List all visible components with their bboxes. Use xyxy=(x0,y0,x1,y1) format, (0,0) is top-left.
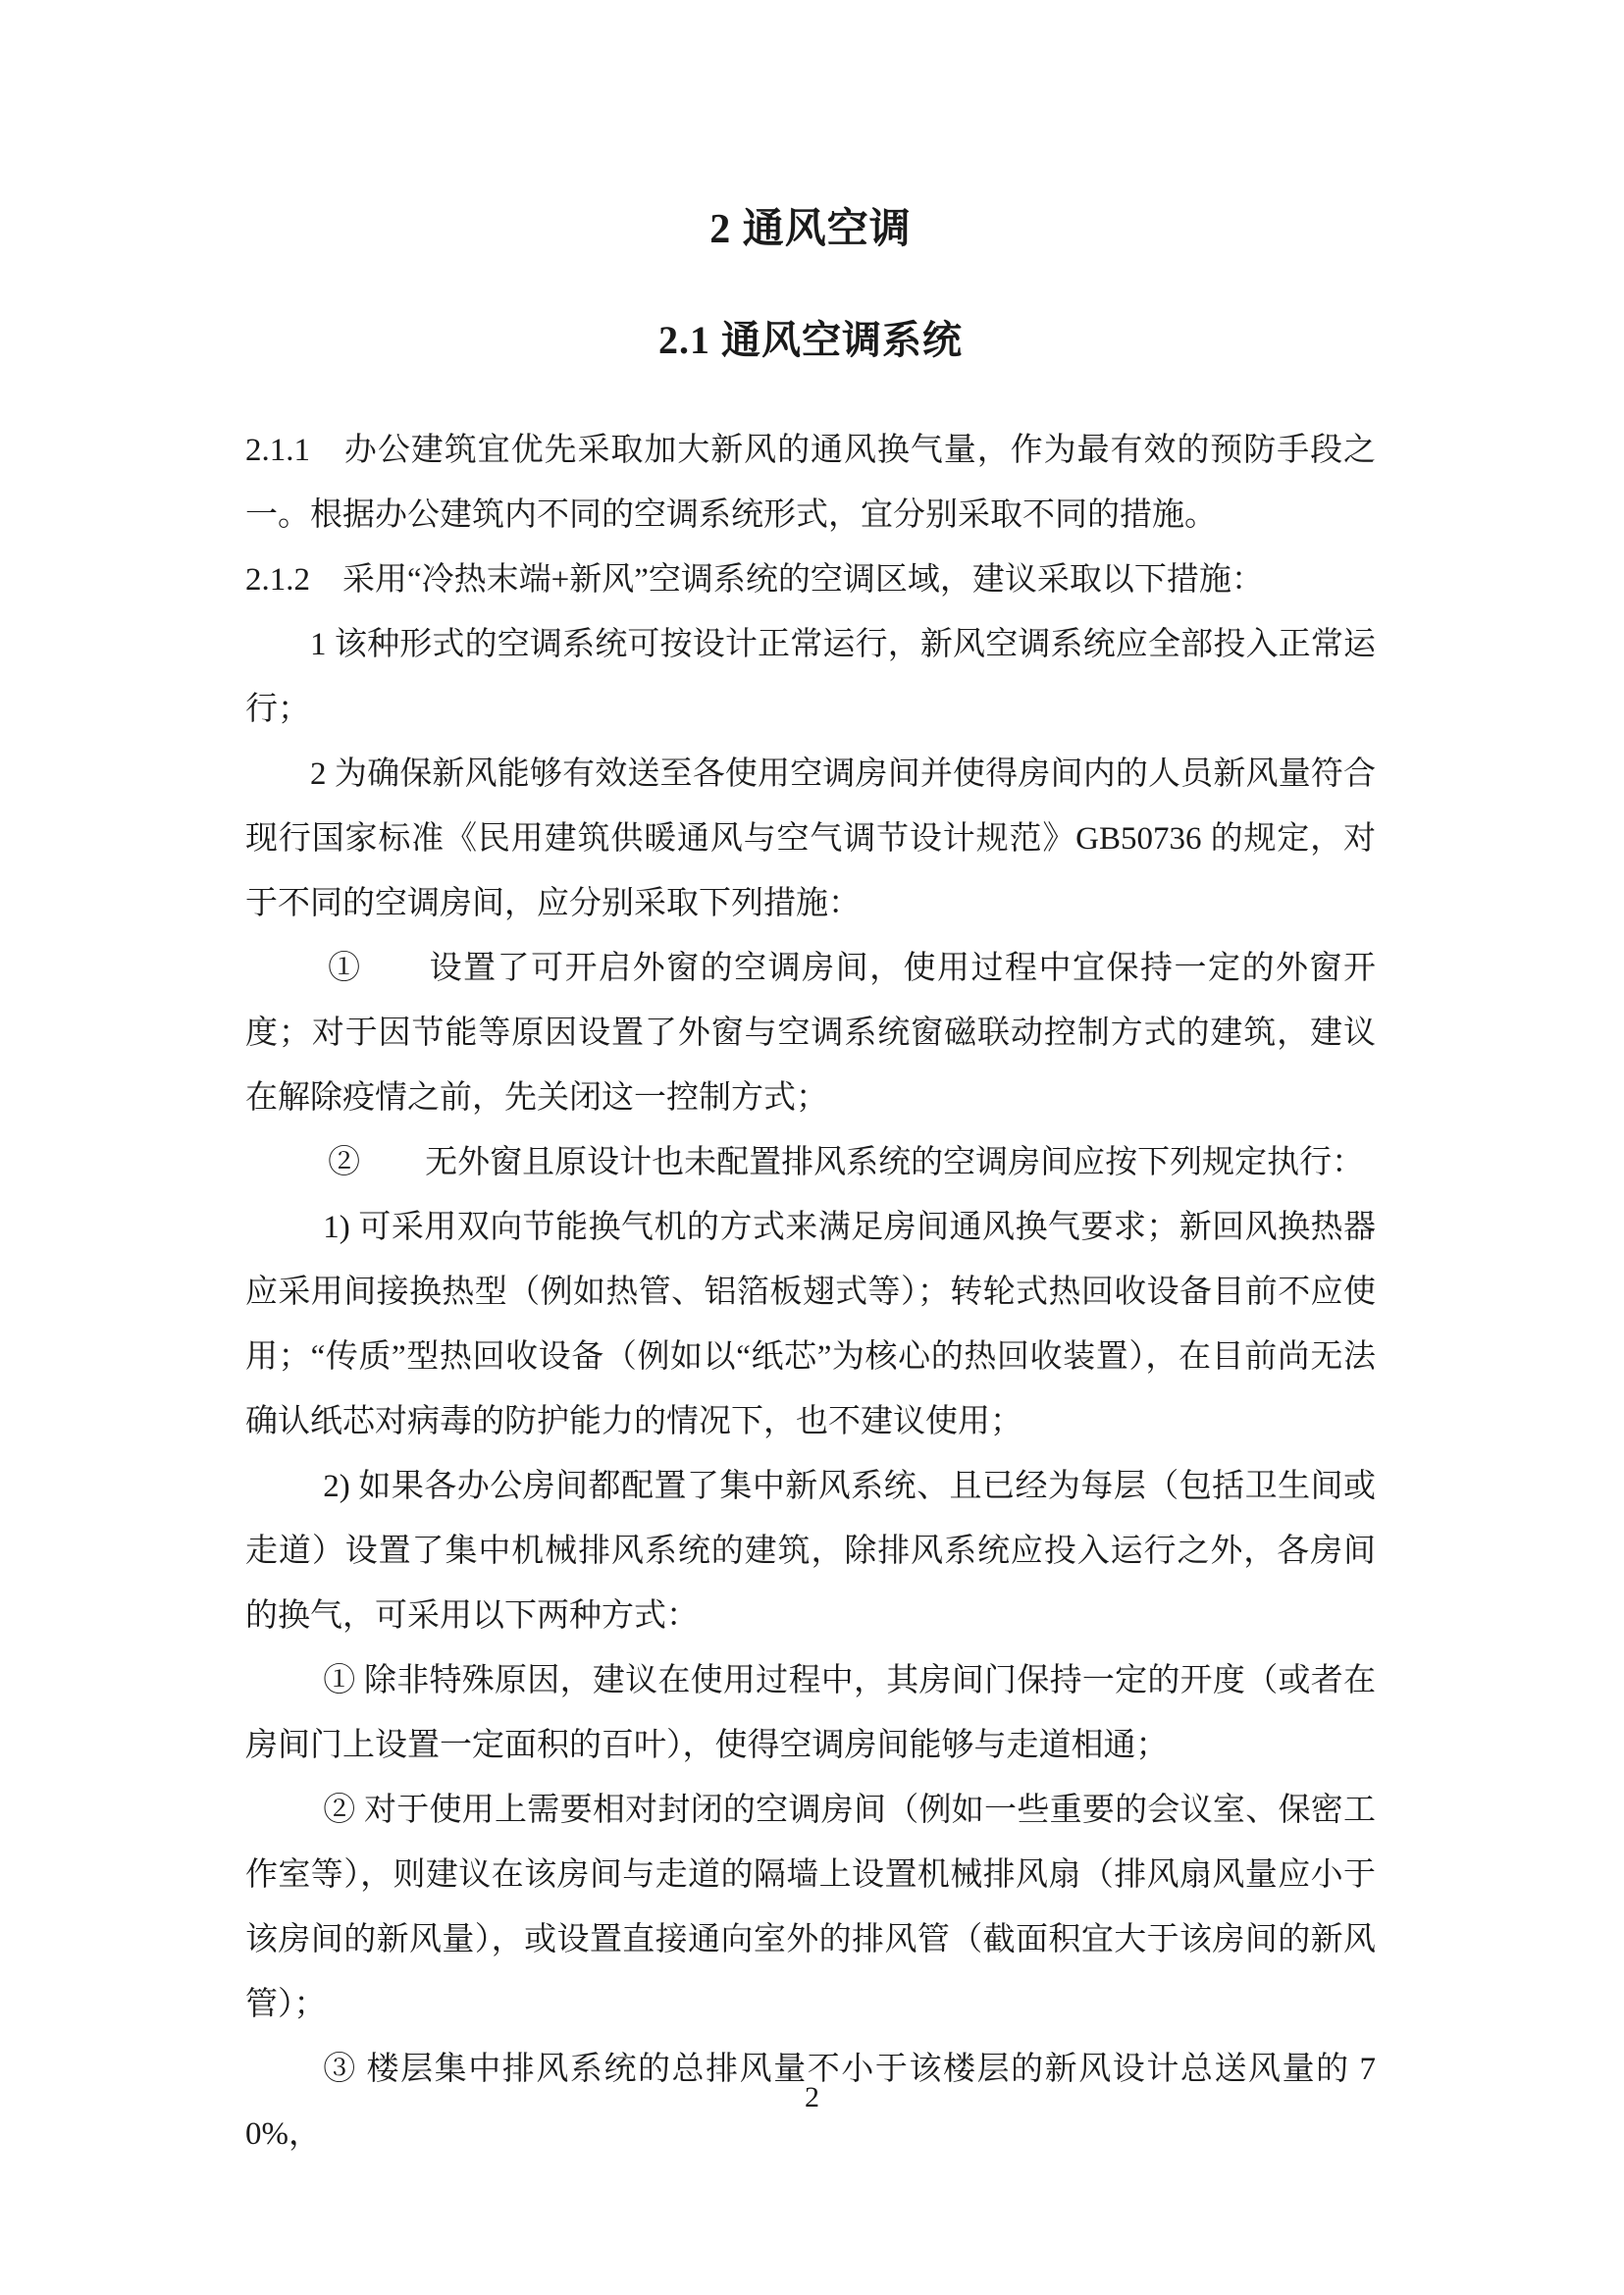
paragraph-item-2: 2 为确保新风能够有效送至各使用空调房间并使得房间内的人员新风量符合现行国家标准《民用建筑供暖通风与空气调节设计规范》GB50736 的规定，对于不同的空调房间，应分别采取下列措施： xyxy=(245,756,1376,921)
paragraph-item-1: 1 该种形式的空调系统可按设计正常运行，新风空调系统应全部投入正常运行； xyxy=(245,627,1376,727)
paragraph-option-3: ③ 楼层集中排风系统的总排风量不小于该楼层的新风设计总送风量的 70%， xyxy=(245,2052,1376,2152)
paragraph-circled-1: ① 设置了可开启外窗的空调房间，使用过程中宜保持一定的外窗开度；对于因节能等原因设置了外窗与空调系统窗磁联动控制方式的建筑，建议在解除疫情之前，先关闭这一控制方式； xyxy=(245,951,1376,1116)
chapter-title: 2 通风空调 xyxy=(709,207,912,252)
paragraph-option-2: ② 对于使用上需要相对封闭的空调房间（例如一些重要的会议室、保密工作室等），则建议在该房间与走道的隔墙上设置机械排风扇（排风扇风量应小于该房间的新风量），或设置直接通向室外的排风管（截面积宜大于该房间的新风管）； xyxy=(245,1793,1376,2022)
paragraph-subitem-1: 1) 可采用双向节能换气机的方式来满足房间通风换气要求；新回风换热器应采用间接换热型（例如热管、铝箔板翅式等）；转轮式热回收设备目前不应使用；“传质”型热回收设备（例如以“纸芯”为核心的热回收装置），在目前尚无法确认纸芯对病毒的防护能力的情况下，也不建议使用； xyxy=(245,1210,1376,1439)
paragraph-2-1-2: 2.1.2 采用“冷热末端+新风”空调系统的空调区域，建议采取以下措施： xyxy=(245,562,1264,598)
paragraph-option-1: ① 除非特殊原因，建议在使用过程中，其房间门保持一定的开度（或者在房间门上设置一定面积的百叶），使得空调房间能够与走道相通； xyxy=(245,1663,1376,1763)
paragraph-circled-2: ② 无外窗且原设计也未配置排风系统的空调房间应按下列规定执行： xyxy=(328,1145,1365,1180)
paragraph-2-1-1: 2.1.1 办公建筑宜优先采取加大新风的通风换气量，作为最有效的预防手段之一。根据办公建筑内不同的空调系统形式，宜分别采取不同的措施。 xyxy=(245,433,1376,533)
page-number: 2 xyxy=(805,2081,819,2113)
document-body xyxy=(245,418,1376,2166)
section-title: 2.1 通风空调系统 xyxy=(658,318,963,362)
paragraph-subitem-2: 2) 如果各办公房间都配置了集中新风系统、且已经为每层（包括卫生间或走道）设置了集中机械排风系统的建筑，除排风系统应投入运行之外，各房间的换气，可采用以下两种方式： xyxy=(245,1469,1376,1634)
